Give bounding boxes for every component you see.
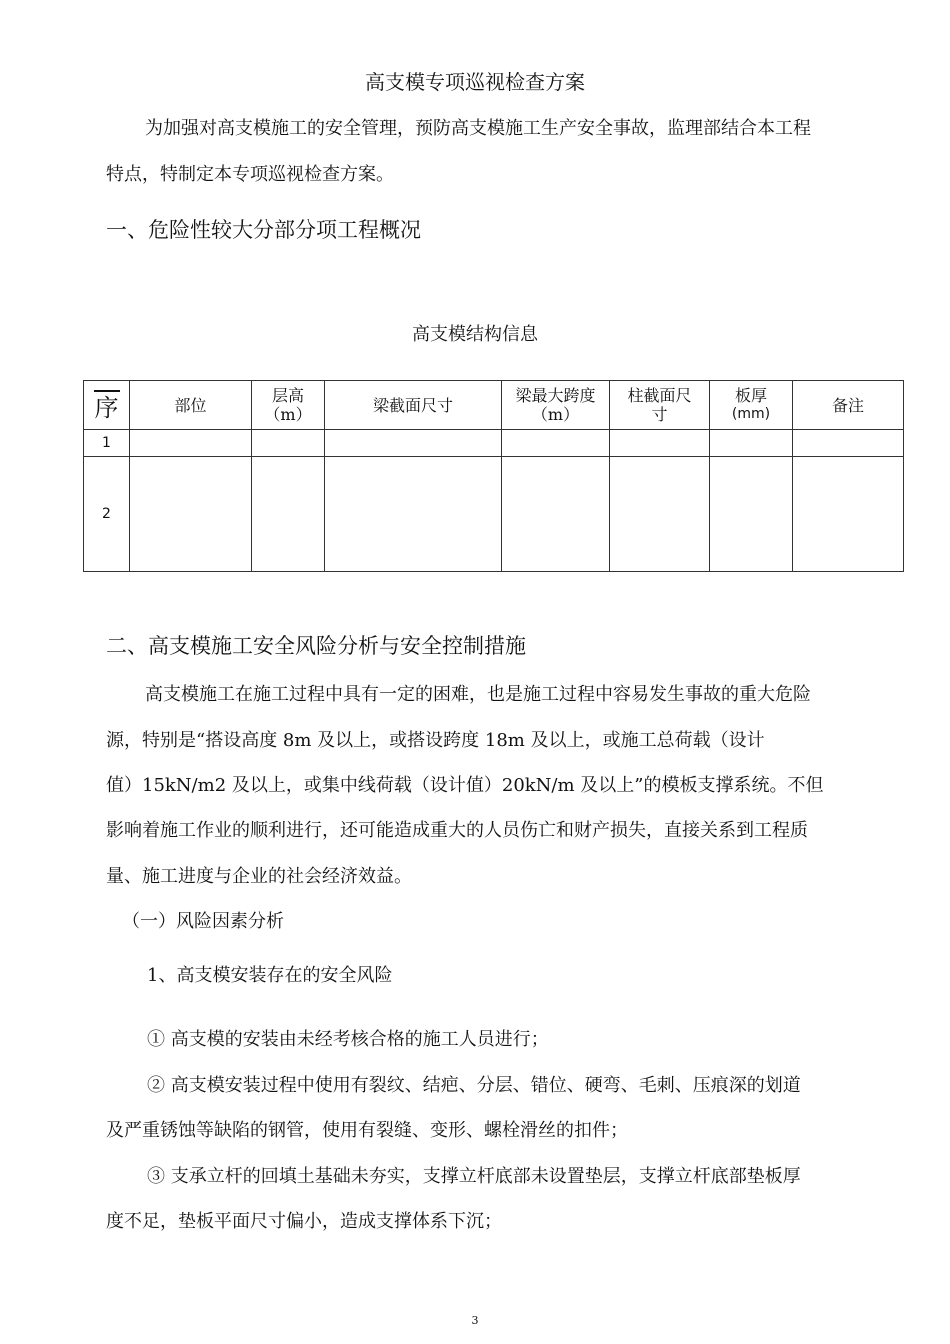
table-cell bbox=[252, 457, 325, 572]
section-2-para-line: 高支模施工在施工过程中具有一定的困难，也是施工过程中容易发生事故的重大危险 bbox=[145, 684, 811, 705]
seq-bar-mark bbox=[94, 390, 120, 392]
header-beam-section: 梁截面尺寸 bbox=[325, 381, 502, 430]
table-cell bbox=[502, 457, 610, 572]
risk-item-1: ① 高支模的安装由未经考核合格的施工人员进行； bbox=[147, 1029, 549, 1050]
header-location: 部位 bbox=[130, 381, 252, 430]
structure-info-table bbox=[83, 380, 904, 572]
section-1-heading: 一、危险性较大分部分项工程概况 bbox=[106, 218, 421, 242]
table-cell bbox=[252, 430, 325, 457]
section-2-para-line: 值）15kN/m2 及以上，或集中线荷载（设计值）20kN/m 及以上”的模板支撑系统。不但 bbox=[106, 775, 824, 796]
header-remarks: 备注 bbox=[793, 381, 904, 430]
table-cell bbox=[610, 457, 710, 572]
table-cell bbox=[325, 430, 502, 457]
header-column-section: 柱截面尺 寸 bbox=[610, 381, 710, 430]
header-beam-span: 梁最大跨度 （m） bbox=[502, 381, 610, 430]
table-cell bbox=[130, 457, 252, 572]
risk-item-heading: 1、高支模安装存在的安全风险 bbox=[147, 965, 393, 986]
section-2-para-line: 量、施工进度与企业的社会经济效益。 bbox=[106, 866, 412, 887]
table-cell bbox=[610, 430, 710, 457]
table-cell bbox=[325, 457, 502, 572]
table-cell bbox=[710, 430, 793, 457]
table-header-row bbox=[84, 381, 904, 430]
row-seq: 1 bbox=[84, 430, 130, 457]
header-height: 层高 （m） bbox=[252, 381, 325, 430]
intro-line-2: 特点，特制定本专项巡视检查方案。 bbox=[106, 164, 394, 185]
table-cell bbox=[502, 430, 610, 457]
row-seq: 2 bbox=[84, 457, 130, 572]
document-title: 高支模专项巡视检查方案 bbox=[365, 70, 585, 94]
risk-item-2-line-1: ② 高支模安装过程中使用有裂纹、结疤、分层、错位、硬弯、毛刺、压痕深的划道 bbox=[147, 1075, 801, 1096]
page-number: 3 bbox=[471, 1314, 479, 1327]
table-cell bbox=[130, 430, 252, 457]
header-seq: 序 bbox=[84, 381, 130, 430]
table-cell bbox=[793, 430, 904, 457]
risk-item-2-line-2: 及严重锈蚀等缺陷的钢管，使用有裂缝、变形、螺栓滑丝的扣件； bbox=[106, 1120, 628, 1141]
section-2-heading: 二、高支模施工安全风险分析与安全控制措施 bbox=[106, 634, 526, 658]
header-slab-thickness: 板厚 (mm) bbox=[710, 381, 793, 430]
section-2-para-line: 影响着施工作业的顺利进行，还可能造成重大的人员伤亡和财产损失，直接关系到工程质 bbox=[106, 820, 808, 841]
table-cell bbox=[793, 457, 904, 572]
table-row bbox=[84, 430, 904, 457]
table-cell bbox=[710, 457, 793, 572]
risk-subheading: （一）风险因素分析 bbox=[122, 911, 284, 932]
section-2-para-line: 源，特别是“搭设高度 8m 及以上，或搭设跨度 18m 及以上，或施工总荷载（设计 bbox=[106, 730, 765, 751]
intro-line-1: 为加强对高支模施工的安全管理，预防高支模施工生产安全事故，监理部结合本工程 bbox=[145, 118, 811, 139]
risk-item-3-line-2: 度不足，垫板平面尺寸偏小，造成支撑体系下沉； bbox=[106, 1211, 502, 1232]
table-row bbox=[84, 457, 904, 572]
risk-item-3-line-1: ③ 支承立杆的回填土基础未夯实，支撑立杆底部未设置垫层，支撑立杆底部垫板厚 bbox=[147, 1166, 801, 1187]
table-caption: 高支模结构信息 bbox=[412, 324, 538, 345]
